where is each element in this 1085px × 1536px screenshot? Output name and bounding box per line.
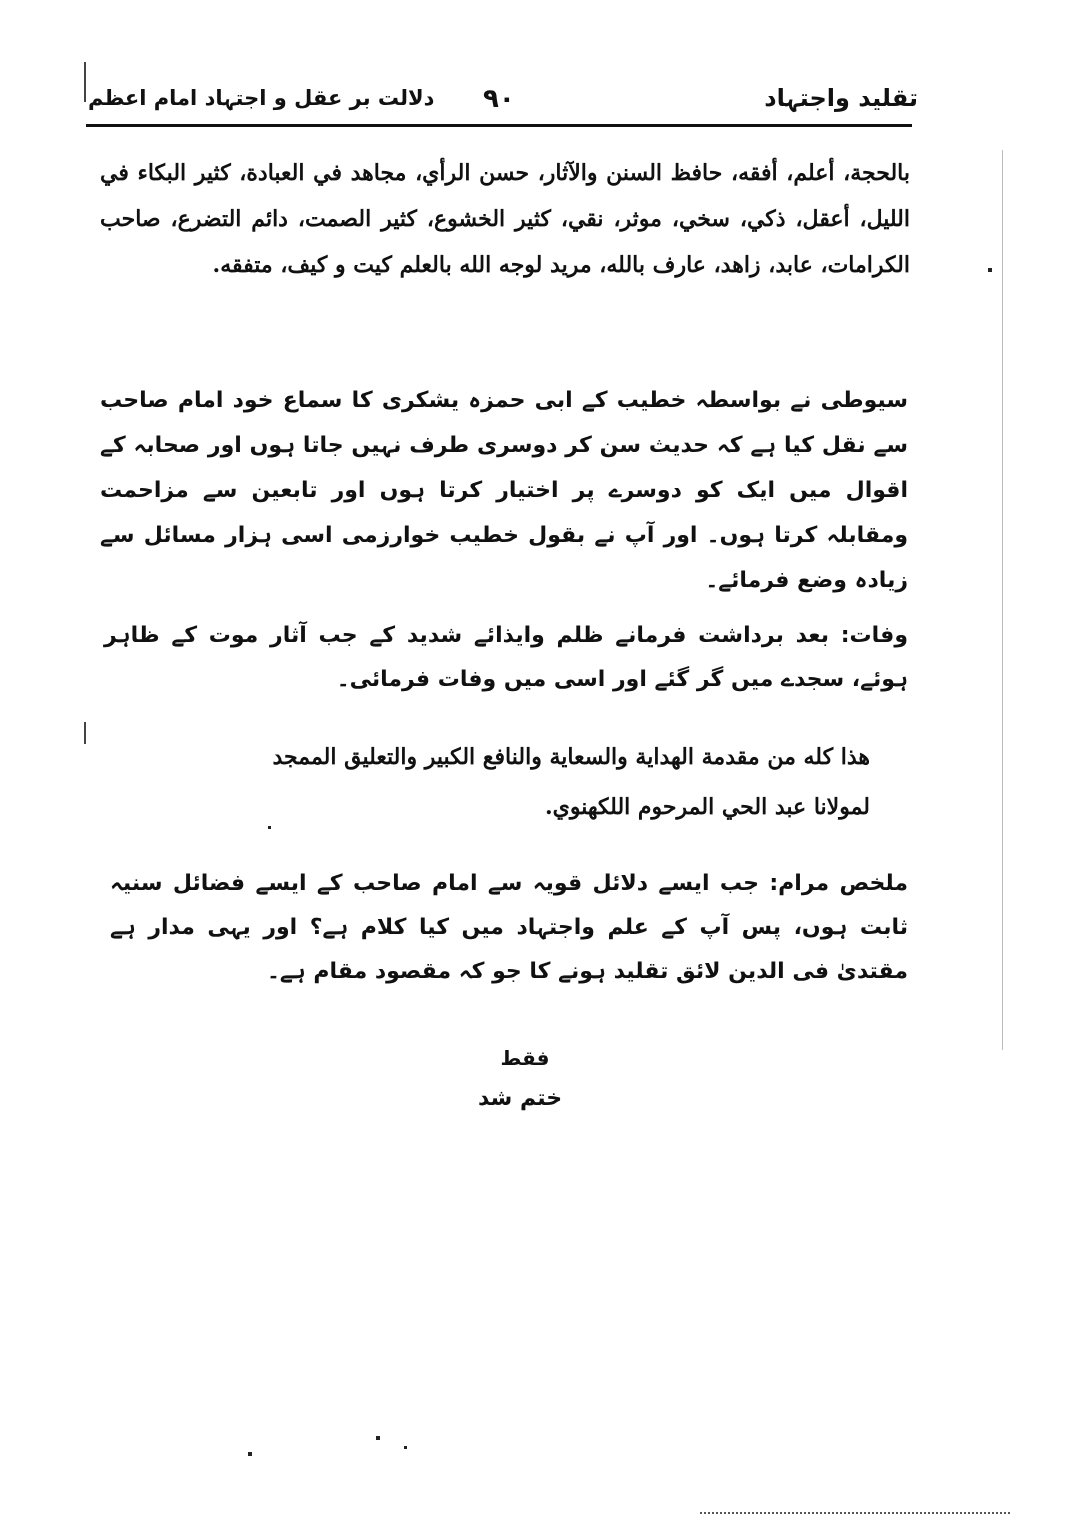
- wafat-paragraph: وفات: بعد برداشت فرمانے ظلم وایذائے شدید کے جب آثار موت کے ظاہر ہوئے، سجدے میں گر گئے اور اسی میں وفات فرمائی۔: [104, 623, 908, 692]
- reference-line-2: لمولانا عبد الحي المرحوم اللكهنوي.: [545, 794, 870, 820]
- arabic-praise-paragraph: بالحجة، أعلم، أفقه، حافظ السنن والآثار، حسن الرأي، مجاهد في العبادة، كثير البكاء في الليل، أعقل، ذكي، سخي، موثر، نقي، كثير الخشوع، كثير الصمت، دائم التضرع، صاحب الكرامات، عابد، زاهد، عارف بالله، مريد لوجه الله بالعلم كيت و كيف، متفقه.: [100, 160, 910, 278]
- scan-speck: [988, 268, 992, 272]
- scan-speck: [248, 1452, 252, 1456]
- reference-line-1: هذا كله من مقدمة الهداية والسعاية والنافع الكبير والتعليق الممجد: [272, 744, 870, 770]
- reference-paragraph: [150, 732, 870, 832]
- page-number: ۹۰: [483, 84, 515, 114]
- scan-speck: [268, 826, 271, 829]
- running-title-right: تقلید واجتہاد: [764, 84, 918, 112]
- faqat-mark: فقط: [500, 1046, 550, 1070]
- scan-edge-line: [1002, 150, 1003, 1050]
- mulakhas-paragraph: ملخص مرام: جب ایسے دلائل قویہ سے امام صاحب کے ایسے فضائل سنیہ ثابت ہوں، پس آپ کے علم واجتہاد میں کیا کلام ہے؟ اور یہی مدار ہے مقتدیٰ فی الدین لائق تقلید ہونے کا جو کہ مقصود مقام ہے۔: [110, 871, 908, 984]
- scan-speck: [404, 1446, 407, 1449]
- scan-speck: [376, 1436, 380, 1440]
- khatm-shud-mark: ختم شد: [477, 1086, 563, 1111]
- scan-margin-mark: [84, 722, 86, 744]
- scan-margin-mark: [84, 62, 86, 102]
- running-title-left: دلالت بر عقل و اجتہاد امام اعظم: [88, 86, 435, 110]
- header-rule: [86, 124, 912, 127]
- suyuti-paragraph: سیوطی نے بواسطہ خطیب کے ابی حمزہ یشکری کا سماع خود امام صاحب سے نقل کیا ہے کہ حدیث سن کر دوسری طرف نہیں جاتا ہوں اور صحابہ کے اقوال میں ایک کو دوسرے پر اختیار کرتا ہوں اور تابعین سے مزاحمت ومقابلہ کرتا ہوں۔ اور آپ نے بقول خطیب خوارزمی اسی ہزار مسائل سے زیادہ وضع فرمائے۔: [100, 388, 908, 593]
- scan-bottom-rule: [700, 1512, 1010, 1514]
